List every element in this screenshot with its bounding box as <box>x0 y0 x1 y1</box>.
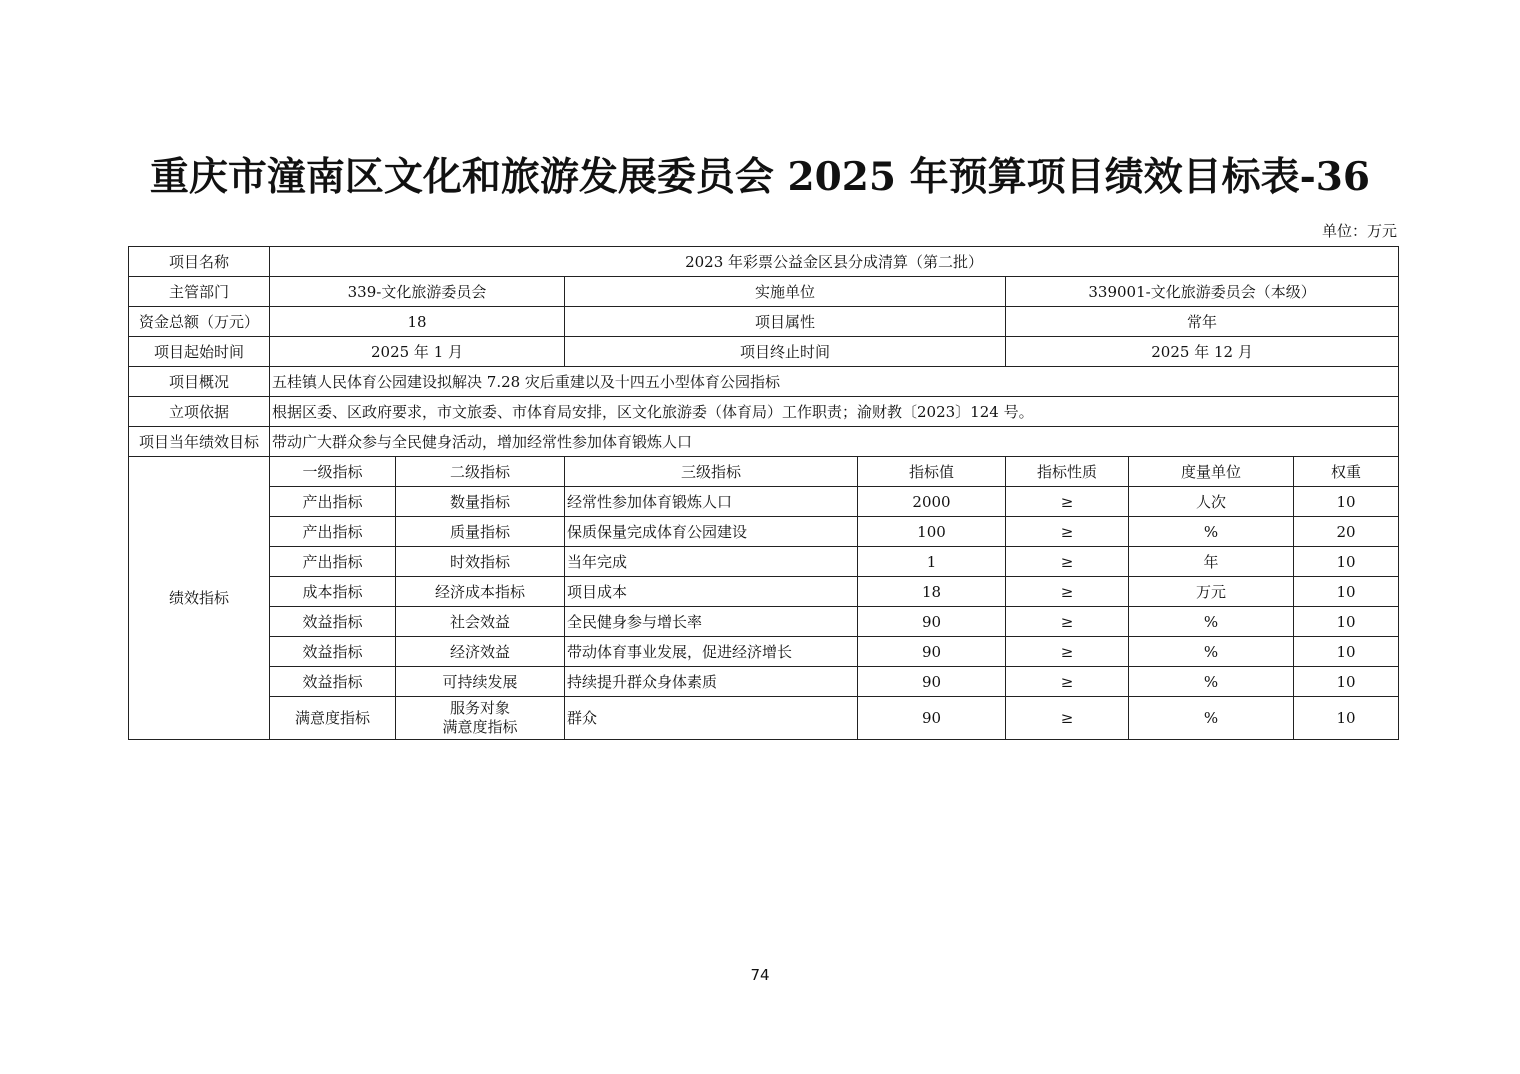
attr-label: 项目属性 <box>565 307 1006 337</box>
level3-cell: 保质保量完成体育公园建设 <box>565 517 858 547</box>
level1-cell: 满意度指标 <box>270 697 396 740</box>
level3-cell: 当年完成 <box>565 547 858 577</box>
indicator-row <box>129 697 1399 740</box>
weight-cell: 10 <box>1294 607 1399 637</box>
dept-value: 339-文化旅游委员会 <box>270 277 565 307</box>
level2-cell: 数量指标 <box>396 487 565 517</box>
header-level3: 三级指标 <box>565 457 858 487</box>
unit-label: 单位：万元 <box>1321 222 1397 240</box>
unit-cell: 年 <box>1129 547 1294 577</box>
level3-cell: 群众 <box>565 697 858 740</box>
row-basis <box>129 397 1399 427</box>
level1-cell: 成本指标 <box>270 577 396 607</box>
weight-cell: 20 <box>1294 517 1399 547</box>
weight-cell: 10 <box>1294 487 1399 517</box>
unit-cell: % <box>1129 667 1294 697</box>
weight-cell: 10 <box>1294 577 1399 607</box>
end-value: 2025 年 12 月 <box>1006 337 1399 367</box>
nature-cell: ≥ <box>1006 607 1129 637</box>
unit-cell: % <box>1129 607 1294 637</box>
level2-cell: 时效指标 <box>396 547 565 577</box>
level1-cell: 产出指标 <box>270 487 396 517</box>
level1-cell: 效益指标 <box>270 667 396 697</box>
goal-value: 带动广大群众参与全民健身活动，增加经常性参加体育锻炼人口 <box>270 427 1399 457</box>
value-cell: 1 <box>858 547 1006 577</box>
header-level1: 一级指标 <box>270 457 396 487</box>
nature-cell: ≥ <box>1006 637 1129 667</box>
header-value: 指标值 <box>858 457 1006 487</box>
row-fund <box>129 307 1399 337</box>
indicator-section-label: 绩效指标 <box>129 457 270 740</box>
end-label: 项目终止时间 <box>565 337 1006 367</box>
project-name-label: 项目名称 <box>129 247 270 277</box>
header-weight: 权重 <box>1294 457 1399 487</box>
indicator-row <box>129 547 1399 577</box>
header-nature: 指标性质 <box>1006 457 1129 487</box>
row-goal <box>129 427 1399 457</box>
row-department <box>129 277 1399 307</box>
value-cell: 100 <box>858 517 1006 547</box>
level3-cell: 项目成本 <box>565 577 858 607</box>
unit-cell: 人次 <box>1129 487 1294 517</box>
value-cell: 90 <box>858 667 1006 697</box>
info-section <box>129 247 1399 457</box>
row-project-name <box>129 247 1399 277</box>
project-name-value: 2023 年彩票公益金区县分成清算（第二批） <box>270 247 1399 277</box>
indicator-row <box>129 637 1399 667</box>
level3-cell: 带动体育事业发展，促进经济增长 <box>565 637 858 667</box>
unit-cell: % <box>1129 697 1294 740</box>
fund-label: 资金总额（万元） <box>129 307 270 337</box>
indicator-row <box>129 667 1399 697</box>
level1-cell: 产出指标 <box>270 547 396 577</box>
value-cell: 18 <box>858 577 1006 607</box>
value-cell: 90 <box>858 607 1006 637</box>
level3-cell: 全民健身参与增长率 <box>565 607 858 637</box>
unit-cell: 万元 <box>1129 577 1294 607</box>
value-cell: 2000 <box>858 487 1006 517</box>
attr-value: 常年 <box>1006 307 1399 337</box>
basis-label: 立项依据 <box>129 397 270 427</box>
performance-table <box>128 246 1399 740</box>
level2-cell: 经济成本指标 <box>396 577 565 607</box>
indicator-row <box>129 577 1399 607</box>
level2-cell: 社会效益 <box>396 607 565 637</box>
weight-cell: 10 <box>1294 697 1399 740</box>
start-label: 项目起始时间 <box>129 337 270 367</box>
start-value: 2025 年 1 月 <box>270 337 565 367</box>
indicator-row <box>129 517 1399 547</box>
page-title: 重庆市潼南区文化和旅游发展委员会 2025 年预算项目绩效目标表-36 <box>149 154 1371 200</box>
level2-cell: 可持续发展 <box>396 667 565 697</box>
indicator-header-row <box>129 457 1399 487</box>
nature-cell: ≥ <box>1006 547 1129 577</box>
row-time <box>129 337 1399 367</box>
value-cell: 90 <box>858 697 1006 740</box>
page-number: 74 <box>750 966 770 984</box>
level1-cell: 效益指标 <box>270 637 396 667</box>
row-overview <box>129 367 1399 397</box>
unit-cell: % <box>1129 637 1294 667</box>
level1-cell: 效益指标 <box>270 607 396 637</box>
basis-value: 根据区委、区政府要求，市文旅委、市体育局安排，区文化旅游委（体育局）工作职责；渝财教〔2023〕124 号。 <box>270 397 1399 427</box>
header-unit: 度量单位 <box>1129 457 1294 487</box>
nature-cell: ≥ <box>1006 517 1129 547</box>
indicator-row <box>129 487 1399 517</box>
unit-cell: % <box>1129 517 1294 547</box>
indicator-row <box>129 607 1399 637</box>
header-level2: 二级指标 <box>396 457 565 487</box>
weight-cell: 10 <box>1294 637 1399 667</box>
level2-cell: 服务对象 满意度指标 <box>396 697 565 740</box>
impl-label: 实施单位 <box>565 277 1006 307</box>
fund-value: 18 <box>270 307 565 337</box>
value-cell: 90 <box>858 637 1006 667</box>
level3-cell: 经常性参加体育锻炼人口 <box>565 487 858 517</box>
goal-label: 项目当年绩效目标 <box>129 427 270 457</box>
nature-cell: ≥ <box>1006 697 1129 740</box>
weight-cell: 10 <box>1294 547 1399 577</box>
level2-cell: 经济效益 <box>396 637 565 667</box>
weight-cell: 10 <box>1294 667 1399 697</box>
overview-label: 项目概况 <box>129 367 270 397</box>
indicator-section <box>129 457 1399 740</box>
impl-value: 339001-文化旅游委员会（本级） <box>1006 277 1399 307</box>
dept-label: 主管部门 <box>129 277 270 307</box>
nature-cell: ≥ <box>1006 577 1129 607</box>
overview-value: 五桂镇人民体育公园建设拟解决 7.28 灾后重建以及十四五小型体育公园指标 <box>270 367 1399 397</box>
level2-cell: 质量指标 <box>396 517 565 547</box>
level3-cell: 持续提升群众身体素质 <box>565 667 858 697</box>
nature-cell: ≥ <box>1006 487 1129 517</box>
nature-cell: ≥ <box>1006 667 1129 697</box>
level1-cell: 产出指标 <box>270 517 396 547</box>
